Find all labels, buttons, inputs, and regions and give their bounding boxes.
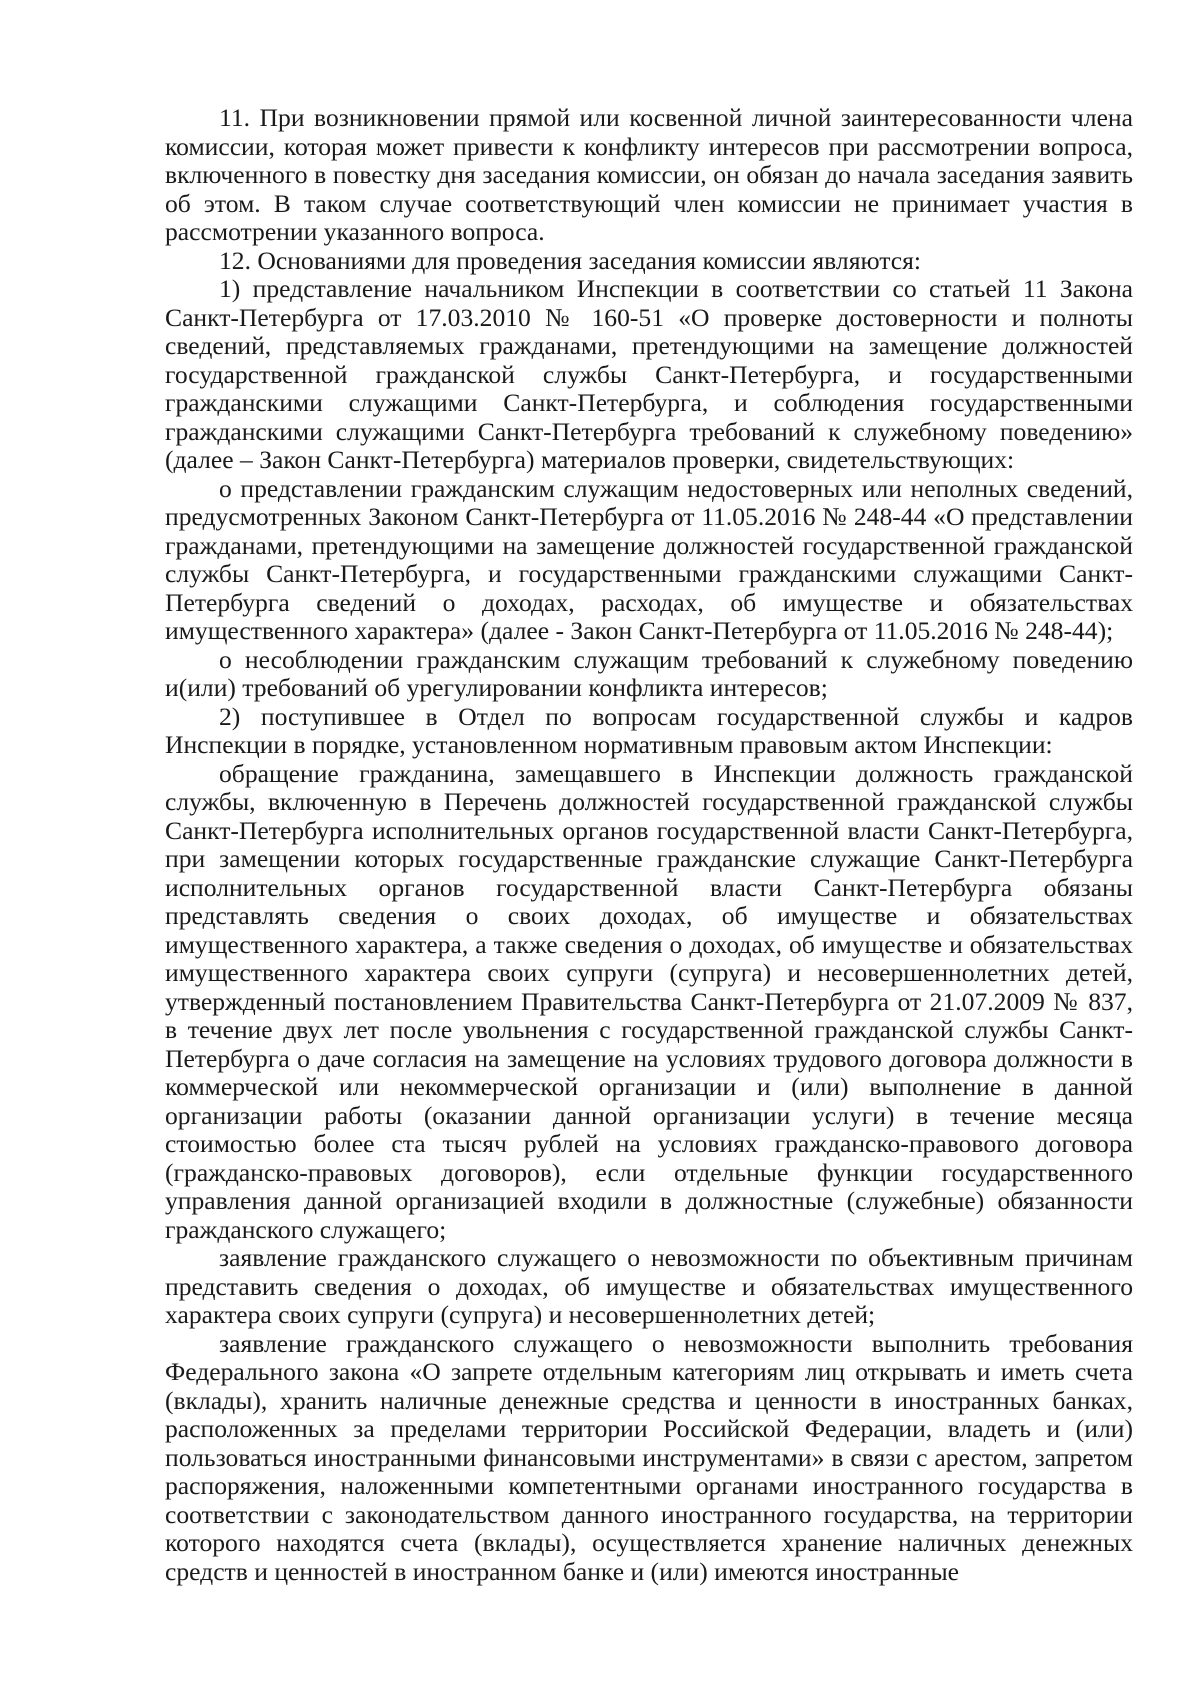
paragraph-12-item-1-sub-1: о представлении гражданским служащим недостоверных или неполных сведений, предусмотренных Законом Санкт-Петербурга от 11.05.2016 № 248-44 «О представлении гражданами, претендующими на замещение должностей государственной гражданской службы Санкт-Петербурга, и государственными гражданскими служащими Санкт-Петербурга сведений о доходах, расходах, об имуществе и обязательствах имущественного характера» (далее - Закон Санкт-Петербурга от 11.05.2016 № 248-44); (165, 473, 1133, 645)
paragraph-12-item-1-sub-2: о несоблюдении гражданским служащим требований к служебному поведению и(или) требований об урегулировании конфликта интересов; (165, 644, 1133, 702)
paragraph-12: 12. Основаниями для проведения заседания комиссии являются: (219, 245, 921, 275)
paragraph-12-item-2-sub-1: обращение гражданина, замещавшего в Инспекции должность гражданской службы, включенную в Перечень должностей государственной гражданской службы Санкт-Петербурга исполнительных органов государственной власти Санкт-Петербурга, при замещении которых государственные гражданские служащие Санкт-Петербурга исполнительных органов государственной власти Санкт-Петербурга обязаны представлять сведения о своих доходах, об имуществе и обязательствах имущественного характера, а также сведения о доходах, об имуществе и обязательствах имущественного характера своих супруги (супруга) и несовершеннолетних детей, утвержденный постановлением Правительства Санкт-Петербурга от 21.07.2009 № 837, в течение двух лет после увольнения с государственной гражданской службы Санкт-Петербурга о даче согласия на замещение на условиях трудового договора должности в коммерческой или некоммерческой организации и (или) выполнение в данной организации работы (оказании данной организации услуги) в течение месяца стоимостью более ста тысяч рублей на условиях гражданско-правового договора (гражданско-правовых договоров), если отдельные функции государственного управления данной организацией входили в должностные (служебные) обязанности гражданского служащего; (165, 758, 1133, 1244)
paragraph-11: 11. При возникновении прямой или косвенной личной заинтересованности члена комиссии, которая может привести к конфликту интересов при рассмотрении вопроса, включенного в повестку дня заседания комиссии, он обязан до начала заседания заявить об этом. В таком случае соответствующий член комиссии не принимает участия в рассмотрении указанного вопроса. (165, 103, 1133, 246)
document-body (165, 104, 1133, 1586)
paragraph-12-item-2-sub-3: заявление гражданского служащего о невозможности выполнить требования Федерального закона «О запрете отдельным категориям лиц открывать и иметь счета (вклады), хранить наличные денежные средства и ценности в иностранных банках, расположенных за пределами территории Российской Федерации, владеть и (или) пользоваться иностранными финансовыми инструментами» в связи с арестом, запретом распоряжения, наложенными компетентными органами иностранного государства в соответствии с законодательством данного иностранного государства, на территории которого находятся счета (вклады), осуществляется хранение наличных денежных средств и ценностей в иностранном банке и (или) имеются иностранные (165, 1328, 1133, 1586)
paragraph-12-item-1: 1) представление начальником Инспекции в соответствии со статьей 11 Закона Санкт-Петербурга от 17.03.2010 № 160-51 «О проверке достоверности и полноты сведений, представляемых гражданами, претендующими на замещение должностей государственной гражданской службы Санкт-Петербурга, и государственными гражданскими служащими Санкт-Петербурга, и соблюдения государственными гражданскими служащими Санкт-Петербурга требований к служебному поведению» (далее – Закон Санкт-Петербурга) материалов проверки, свидетельствующих: (165, 274, 1133, 474)
paragraph-12-item-2: 2) поступившее в Отдел по вопросам государственной службы и кадров Инспекции в порядке, установленном нормативным правовым актом Инспекции: (165, 701, 1133, 759)
paragraph-12-item-2-sub-2: заявление гражданского служащего о невозможности по объективным причинам представить сведения о доходах, об имуществе и обязательствах имущественного характера своих супруги (супруга) и несовершеннолетних детей; (165, 1243, 1133, 1329)
